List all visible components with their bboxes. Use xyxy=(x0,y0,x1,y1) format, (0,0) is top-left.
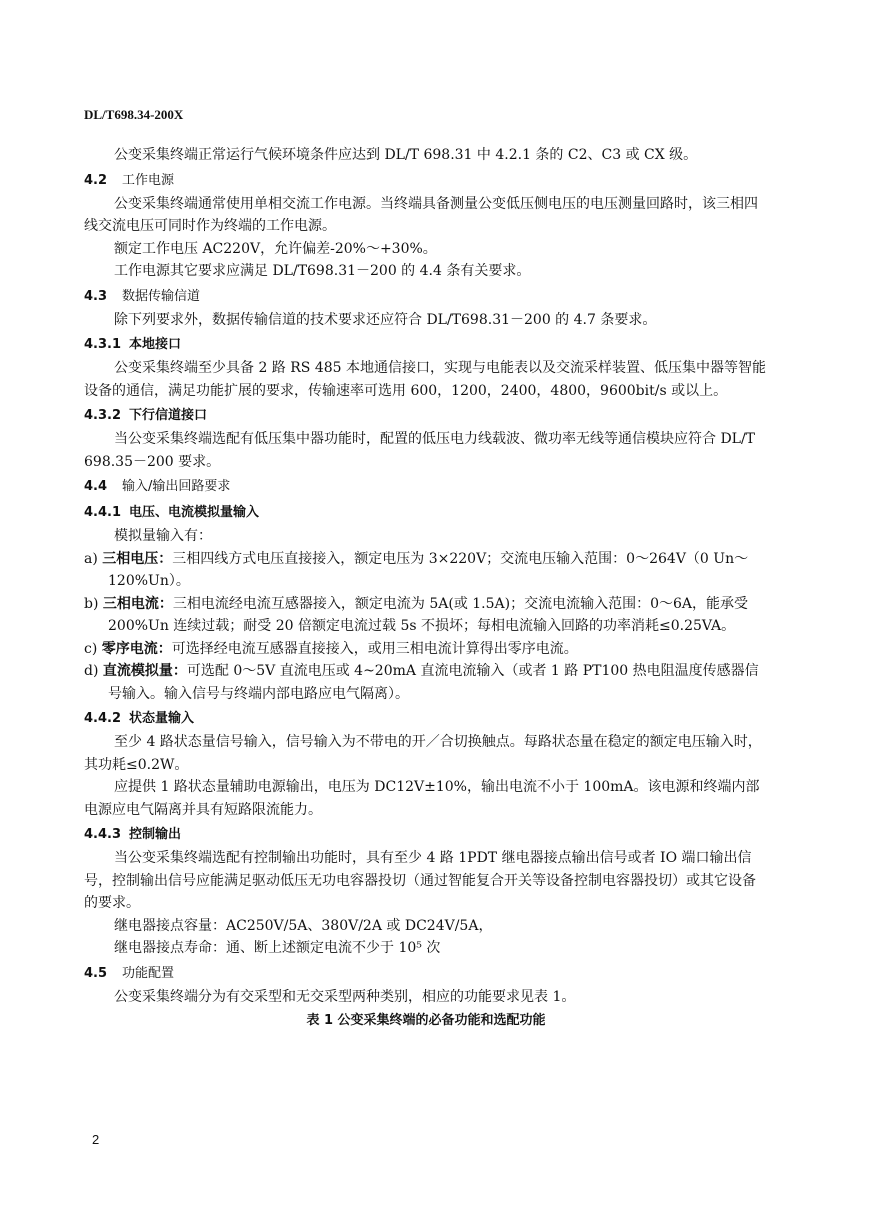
section-heading xyxy=(84,284,768,309)
list-item-label: 三相电流： xyxy=(102,595,173,612)
section-heading xyxy=(84,332,768,357)
paragraph: 公变采集终端通常使用单相交流工作电源。当终端具备测量公变低压侧电压的电压测量回路时，该三相四线交流电压可同时作为终端的工作电源。 xyxy=(84,195,758,234)
paragraph: 至少 4 路状态量信号输入，信号输入为不带电的开／合切换触点。每路状态量在稳定的额定电压输入时，其功耗≤0.2W。 xyxy=(84,734,762,773)
section-number: 4.4.2 xyxy=(84,711,122,726)
paragraph: 额定工作电压 AC220V，允许偏差-20%～+30%。 xyxy=(114,240,437,257)
list-marker: a) xyxy=(84,550,98,567)
paragraph: 应提供 1 路状态量辅助电源输出，电压为 DC12V±10%，输出电流不小于 100mA。该电源和终端内部电源应电气隔离并具有短路限流能力。 xyxy=(84,779,760,818)
list-item-label: 零序电流： xyxy=(101,640,172,657)
list-item-text: 可选配 0～5V 直流电压或 4~20mA 直流电流输入（或者 1 路 PT100 热电阻温度传感器信号输入。输入信号与终端内部电路应电气隔离）。 xyxy=(108,663,759,702)
section-number: 4.4 xyxy=(84,479,108,494)
list-item xyxy=(84,638,768,661)
section-title: 下行信道接口 xyxy=(129,408,208,423)
section-number: 4.3.2 xyxy=(84,408,122,423)
section-title: 电压、电流模拟量输入 xyxy=(129,505,260,520)
section-number: 4.5 xyxy=(84,965,108,981)
section-heading xyxy=(84,961,768,986)
paragraph: 继电器接点容量：AC250V/5A、380V/2A 或 DC24V/5A， xyxy=(114,917,493,934)
section-number: 4.3 xyxy=(84,288,108,304)
section-title: 状态量输入 xyxy=(129,711,195,726)
section-title: 功能配置 xyxy=(122,965,175,981)
section-title: 本地接口 xyxy=(129,337,182,352)
list-marker: d) xyxy=(84,663,99,679)
section-heading xyxy=(84,822,768,847)
list-marker: b) xyxy=(84,595,99,612)
section-heading xyxy=(84,474,768,499)
section-heading xyxy=(84,403,768,428)
list-item-text: 三相电流经电流互感器接入，额定电流为 5A(或 1.5A)；交流电流输入范围：0～6A，能承受 200%Un 连续过载；耐受 20 倍额定电流过载 5s 不损坏；每相电流输入回路的功率消耗≤0.25VA。 xyxy=(108,595,749,634)
section-heading xyxy=(84,706,768,731)
paragraph: 继电器接点寿命：通、断上述额定电流不少于 10⁵ 次 xyxy=(114,940,441,956)
list-item-text: 三相四线方式电压直接接入，额定电压为 3×220V；交流电压输入范围：0～264V（0 Un～120%Un）。 xyxy=(108,550,749,589)
table-caption: 表 1 公变采集终端的必备功能和选配功能 xyxy=(306,1013,546,1028)
list-item xyxy=(84,660,768,705)
paragraph: 工作电源其它要求应满足 DL/T698.31－200 的 4.4 条有关要求。 xyxy=(114,263,531,279)
section-title: 输入/输出回路要求 xyxy=(122,479,231,494)
document-code-header: DL/T698.34-200X xyxy=(84,107,184,122)
list-item xyxy=(84,593,768,638)
document-body xyxy=(84,144,768,1033)
section-number: 4.3.1 xyxy=(84,337,122,352)
list-item-label: 直流模拟量： xyxy=(102,663,187,679)
paragraph: 公变采集终端至少具备 2 路 RS 485 本地通信接口，实现与电能表以及交流采样装置、低压集中器等智能设备的通信，满足功能扩展的要求，传输速率可选用 600，1200，2400，4800，9600bit/s 或以上。 xyxy=(84,360,767,399)
section-heading xyxy=(84,168,768,193)
list-marker: c) xyxy=(84,640,98,657)
list-item xyxy=(84,548,768,593)
paragraph: 公变采集终端正常运行气候环境条件应达到 DL/T 698.31 中 4.2.1 条的 C2、C3 或 CX 级。 xyxy=(114,147,698,163)
paragraph: 公变采集终端分为有交采型和无交采型两种类别，相应的功能要求见表 1。 xyxy=(114,988,576,1005)
section-title: 数据传输信道 xyxy=(122,288,201,304)
section-title: 工作电源 xyxy=(122,172,175,188)
section-number: 4.4.1 xyxy=(84,505,122,520)
paragraph: 当公变采集终端选配有低压集中器功能时，配置的低压电力线载波、微功率无线等通信模块应符合 DL/T 698.35－200 要求。 xyxy=(84,431,756,470)
paragraph: 当公变采集终端选配有控制输出功能时，具有至少 4 路 1PDT 继电器接点输出信号或者 IO 端口输出信号，控制输出信号应能满足驱动低压无功电容器投切（通过智能复合开关等设备控制电容器投切）或其它设备的要求。 xyxy=(84,850,756,911)
section-title: 控制输出 xyxy=(129,827,182,842)
section-heading xyxy=(84,500,768,525)
section-number: 4.4.3 xyxy=(84,827,122,842)
paragraph: 模拟量输入有： xyxy=(114,528,212,544)
paragraph: 除下列要求外，数据传输信道的技术要求还应符合 DL/T698.31－200 的 4.7 条要求。 xyxy=(114,311,657,328)
list-item-label: 三相电压： xyxy=(102,550,173,567)
section-number: 4.2 xyxy=(84,172,108,188)
list-item-text: 可选择经电流互感器直接接入，或用三相电流计算得出零序电流。 xyxy=(171,640,578,657)
page-number: 2 xyxy=(92,1132,100,1147)
